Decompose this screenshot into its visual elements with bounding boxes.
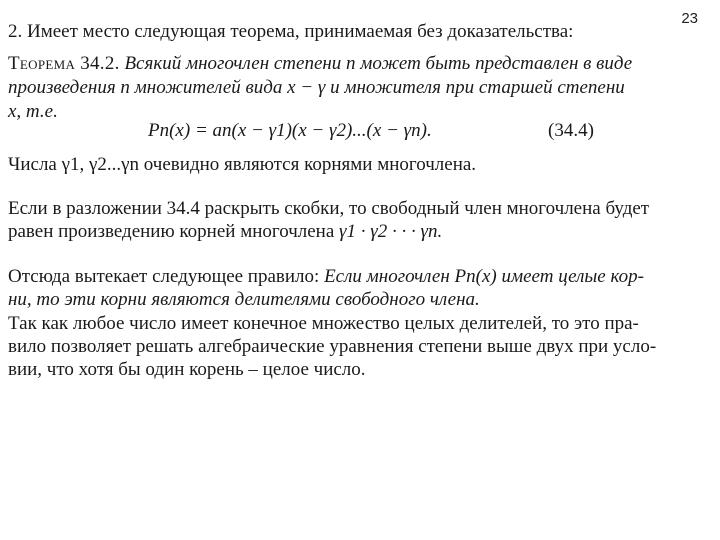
intro-line: 2. Имеет место следующая теорема, принимаемая без доказательства: [8, 21, 574, 42]
rule-statement-1: Если многочлен Pn(x) имеет целые кор- [324, 266, 644, 287]
theorem-line-3: x, т.е. [8, 101, 58, 122]
expansion-line-2 [8, 221, 442, 243]
rule-line-1 [8, 266, 644, 288]
theorem-line-1 [8, 53, 632, 75]
theorem-label: Теорема 34.2. [8, 53, 120, 74]
explanation-line-3: вии, что хотя бы один корень – целое число. [8, 359, 366, 380]
explanation-line-2: вило позволяет решать алгебраические уравнения степени выше двух при усло- [8, 336, 657, 357]
rule-statement-2: ни, то эти корни являются делителями свободного члена. [8, 289, 480, 310]
expansion-text: равен произведению корней многочлена [8, 221, 335, 242]
formula-number: (34.4) [548, 120, 594, 141]
roots-line: Числа γ1, γ2...γn очевидно являются корнями многочлена. [8, 154, 477, 175]
expansion-line-1: Если в разложении 34.4 раскрыть скобки, то свободный член многочлена будет [8, 198, 650, 219]
page-number: 23 [681, 10, 698, 27]
theorem-line-2: произведения n множителей вида x − γ и множителя при старшей степени [8, 77, 625, 98]
theorem-statement-1: Всякий многочлен степени n может быть представлен в виде [124, 53, 633, 74]
rule-intro: Отсюда вытекает следующее правило: [8, 266, 320, 287]
explanation-line-1: Так как любое число имеет конечное множество целых делителей, то это пра- [8, 313, 639, 334]
formula-34-4: Pn(x) = an(x − γ1)(x − γ2)...(x − γn). [148, 120, 432, 141]
roots-product: γ1 · γ2 · · · γn. [339, 221, 443, 242]
